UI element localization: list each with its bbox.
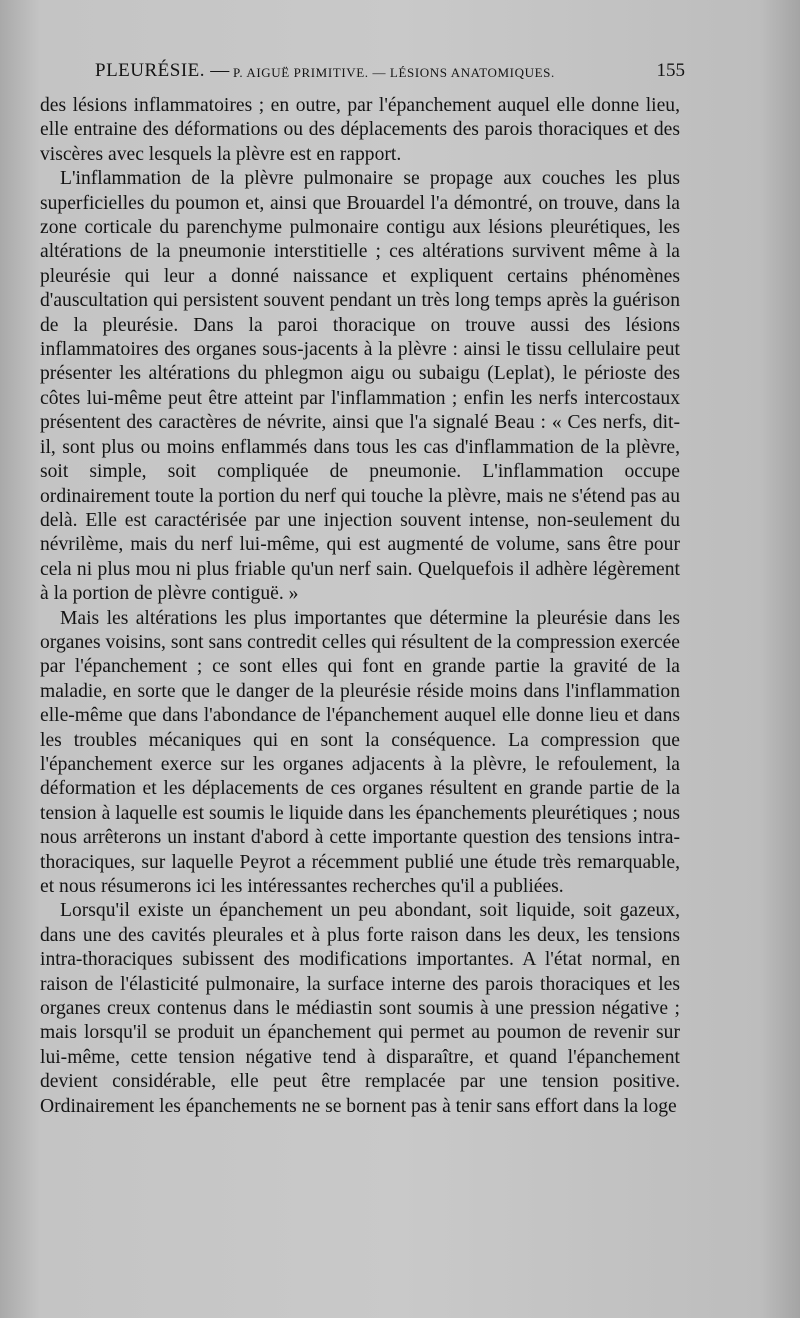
- running-head-section: PLEURÉSIE. —: [95, 60, 230, 81]
- paragraph-1: des lésions inflammatoires ; en outre, par l'épanchement auquel elle donne lieu, elle entraine des déformations ou des déplacements des parois thoraciques et des viscères avec lesquels la plèvre est en rapport.: [40, 95, 680, 165]
- paragraph-3: Mais les altérations les plus importantes que détermine la pleurésie dans les organes voisins, sont sans contredit celles qui résultent de la compression exercée par l'épanchement ; ce sont elles qui font en grande partie la gravité de la maladie, en sorte que le danger de la pleurésie réside moins dans l'inflammation elle-même que dans l'abondance de l'épanchement auquel elle donne lieu et dans les troubles mécaniques qui en sont la conséquence. La compression que l'épanchement exerce sur les organes adjacents à la plèvre, le refoulement, la déformation et les déplacements de ces organes résultent en grande partie de la tension à laquelle est soumis le liquide dans les épanchements pleurétiques ; nous nous arrêterons un instant d'abord à cette importante question des tensions intra-thoraciques, sur laquelle Peyrot a récemment publié une étude très remarquable, et nous résumerons ici les intéressantes recherches qu'il a publiées.: [40, 607, 680, 897]
- body-text: [40, 94, 680, 1119]
- paragraph-2: L'inflammation de la plèvre pulmonaire se propage aux couches les plus superficielles du poumon et, ainsi que Brouardel l'a démontré, on trouve, dans la zone corticale du parenchyme pulmonaire contigu aux lésions pleurétiques, les altérations de la pneumonie interstitielle ; ces altérations survivent même à la pleurésie qui leur a donné naissance et expliquent certains phénomènes d'auscultation qui persistent souvent pendant un très long temps après la guérison de la pleurésie. Dans la paroi thoracique on trouve aussi des lésions inflammatoires des organes sous-jacents à la plèvre : ainsi le tissu cellulaire peut présenter les altérations du phlegmon aigu ou subaigu (Leplat), le périoste des côtes lui-même peut être atteint par l'inflammation ; enfin les nerfs intercostaux présentent des caractères de névrite, ainsi que l'a signalé Beau : « Ces nerfs, dit-il, sont plus ou moins enflammés dans tous les cas d'inflammation de la plèvre, soit simple, soit compliquée de pneumonie. L'inflammation occupe ordinairement toute la portion du nerf qui touche la plèvre, mais ne s'étend pas au delà. Elle est caractérisée par une injection souvent intense, non-seulement du névrilème, mais du nerf lui-même, qui est augmenté de volume, sans être pour cela ni plus mou ni plus friable qu'un nerf sain. Quelquefois il adhère légèrement à la portion de plèvre contiguë. »: [40, 168, 680, 605]
- running-head: [95, 60, 685, 86]
- paragraph-4: Lorsqu'il existe un épanchement un peu abondant, soit liquide, soit gazeux, dans une des cavités pleurales et à plus forte raison dans les deux, les tensions intra-thoraciques subissent des modifications importantes. A l'état normal, en raison de l'élasticité pulmonaire, la surface interne des parois thoraciques et les organes creux contenus dans le médiastin sont soumis à une pression négative ; mais lorsqu'il se produit un épanchement qui permet au poumon de revenir sur lui-même, cette tension négative tend à disparaître, et quand l'épanchement devient considérable, elle peut être remplacée par une tension positive. Ordinairement les épanchements ne se bornent pas à tenir sans effort dans la loge: [40, 900, 680, 1117]
- page-number: 155: [656, 60, 685, 81]
- running-head-subtitle: P. AIGUË PRIMITIVE. — LÉSIONS ANATOMIQUES.: [233, 65, 555, 80]
